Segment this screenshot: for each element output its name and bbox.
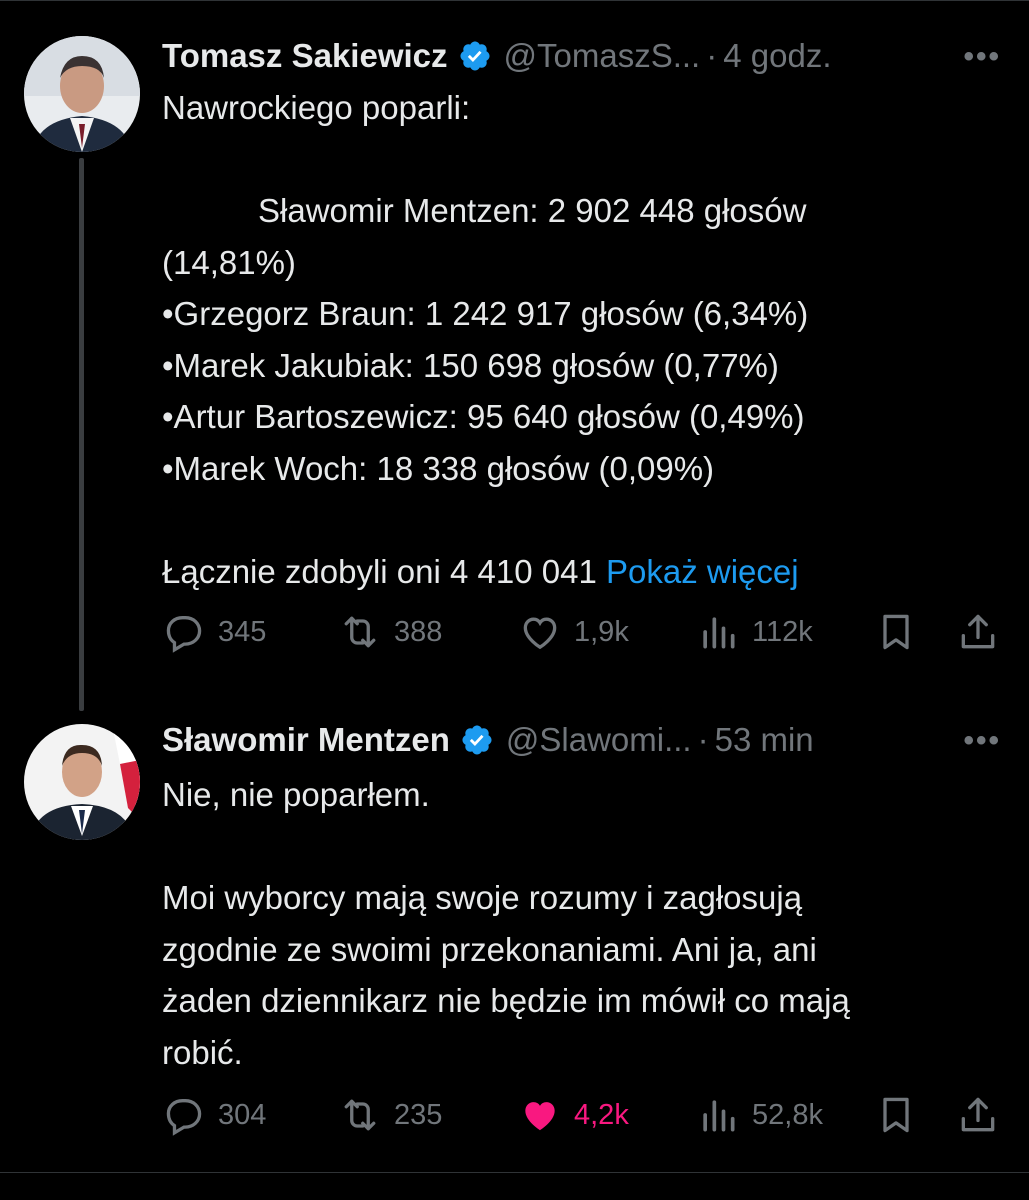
like-button[interactable] bbox=[518, 1090, 629, 1140]
share-button[interactable] bbox=[956, 1090, 1012, 1140]
text-line: •Marek Woch: 18 338 głosów (0,09%) bbox=[162, 449, 715, 487]
text-line: •Marek Jakubiak: 150 698 głosów (0,77%) bbox=[162, 346, 779, 384]
timestamp[interactable]: 4 godz. bbox=[723, 37, 832, 74]
repost-count: 388 bbox=[394, 615, 443, 648]
like-icon bbox=[518, 1093, 562, 1137]
text-line: Nawrockiego poparli: bbox=[162, 89, 471, 126]
timestamp[interactable]: 53 min bbox=[714, 721, 814, 758]
repost-button[interactable] bbox=[338, 1090, 442, 1140]
show-more-link[interactable]: Pokaż więcej bbox=[606, 552, 799, 590]
text-line: (14,81%) bbox=[162, 243, 296, 281]
author-name[interactable]: Tomasz Sakiewicz bbox=[162, 37, 448, 74]
reply-button[interactable] bbox=[162, 607, 266, 657]
reply-icon bbox=[162, 1093, 206, 1137]
reply-button[interactable] bbox=[162, 1090, 266, 1140]
bookmark-icon bbox=[874, 1093, 918, 1137]
text-line: zgodnie ze swoimi przekonaniami. Ani ja, ani bbox=[162, 930, 817, 968]
views-icon bbox=[696, 1093, 740, 1137]
action-bar bbox=[162, 607, 1002, 657]
views-count: 112k bbox=[752, 615, 813, 648]
repost-count: 235 bbox=[394, 1098, 443, 1131]
tweet-header bbox=[162, 32, 831, 80]
bookmark-button[interactable] bbox=[874, 1090, 930, 1140]
verified-badge-icon bbox=[460, 723, 494, 757]
views-button[interactable] bbox=[696, 607, 813, 657]
separator-dot: · bbox=[706, 37, 718, 74]
more-icon[interactable]: ••• bbox=[963, 40, 1001, 73]
verified-badge-icon bbox=[458, 39, 492, 73]
avatar-mentzen[interactable] bbox=[24, 724, 140, 840]
text-line: Łącznie zdobyli oni 4 410 041 bbox=[162, 552, 597, 590]
share-icon bbox=[956, 1093, 1000, 1137]
reply-icon bbox=[162, 610, 206, 654]
share-button[interactable] bbox=[956, 607, 1012, 657]
separator-dot: · bbox=[697, 721, 709, 758]
avatar-sakiewicz[interactable] bbox=[24, 36, 140, 152]
reply-count: 304 bbox=[218, 1098, 267, 1131]
text-line: Moi wyborcy mają swoje rozumy i zagłosują bbox=[162, 879, 803, 916]
like-button[interactable] bbox=[518, 607, 629, 657]
repost-button[interactable] bbox=[338, 607, 442, 657]
views-button[interactable] bbox=[696, 1090, 823, 1140]
text-line: Nie, nie poparłem. bbox=[162, 776, 430, 813]
bookmark-button[interactable] bbox=[874, 607, 930, 657]
bottom-divider bbox=[0, 1172, 1029, 1173]
text-line: robić. bbox=[162, 1033, 243, 1071]
author-name[interactable]: Sławomir Mentzen bbox=[162, 721, 450, 758]
views-icon bbox=[696, 610, 740, 654]
text-blank bbox=[162, 821, 982, 873]
bookmark-icon bbox=[874, 610, 918, 654]
repost-icon bbox=[338, 610, 382, 654]
repost-icon bbox=[338, 1093, 382, 1137]
author-handle[interactable]: @Slawomi... bbox=[505, 721, 692, 758]
text-line-last bbox=[162, 546, 982, 598]
reply-count: 345 bbox=[218, 615, 267, 648]
like-icon bbox=[518, 610, 562, 654]
more-icon[interactable]: ••• bbox=[963, 724, 1001, 757]
text-line: żaden dziennikarz nie będzie im mówił co mają bbox=[162, 982, 850, 1019]
text-line: Sławomir Mentzen: 2 902 448 głosów bbox=[258, 192, 807, 229]
views-count: 52,8k bbox=[752, 1098, 823, 1131]
text-line: •Grzegorz Braun: 1 242 917 głosów (6,34%) bbox=[162, 295, 809, 332]
text-line: •Artur Bartoszewicz: 95 640 głosów (0,49%) bbox=[162, 398, 805, 435]
like-count: 1,9k bbox=[574, 615, 629, 648]
action-bar bbox=[162, 1090, 1002, 1140]
tweet-mentzen[interactable] bbox=[0, 710, 1029, 1172]
tweet-text bbox=[162, 82, 982, 597]
like-count: 4,2k bbox=[574, 1098, 629, 1131]
text-blank bbox=[162, 134, 982, 186]
author-handle[interactable]: @TomaszS... bbox=[503, 37, 701, 74]
share-icon bbox=[956, 610, 1000, 654]
thread-connector-line bbox=[79, 158, 84, 711]
tweet-text bbox=[162, 769, 982, 1078]
tweet-header bbox=[162, 716, 814, 764]
text-blank bbox=[162, 494, 982, 546]
